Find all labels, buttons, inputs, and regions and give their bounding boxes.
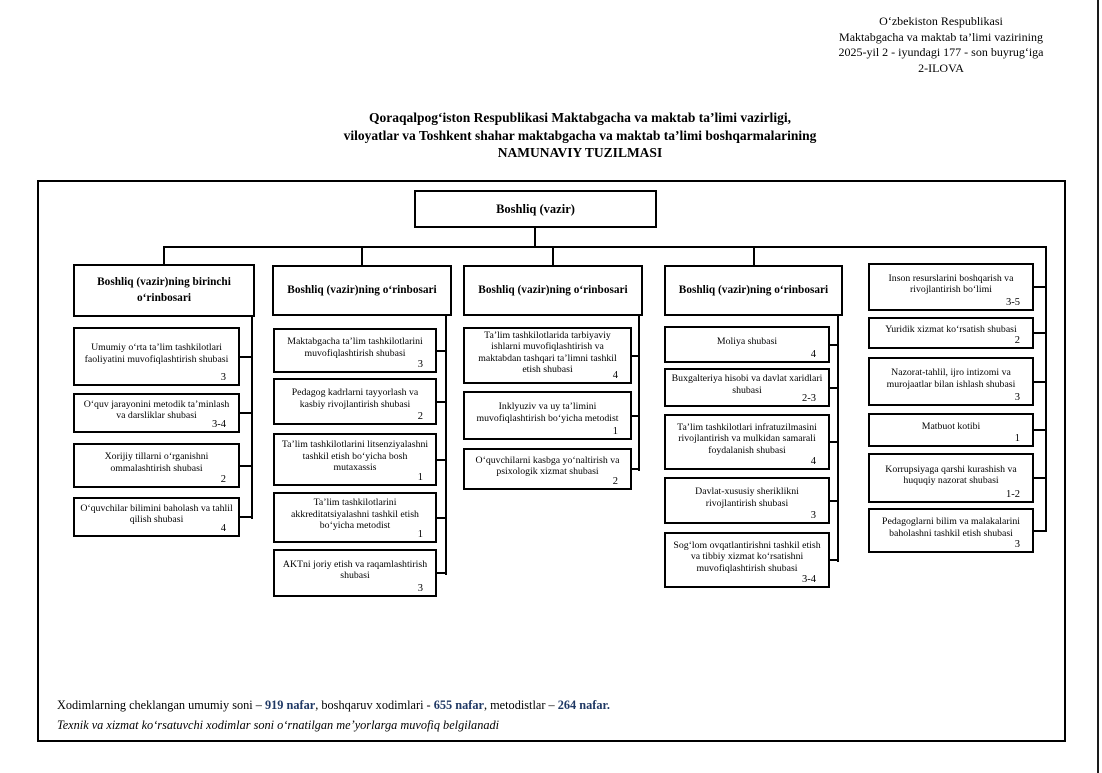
org-box <box>664 368 830 407</box>
org-box-label: Maktabgacha ta’lim tashkilotlarini muvofiqlashtirish shubasi <box>287 336 423 359</box>
org-box-label: Sog‘lom ovqatlantirishni tashkil etish va tibbiy xizmat ko‘rsatishni muvofiqlashtirish shubasi <box>673 539 821 574</box>
org-box-staff-count: 2 <box>417 411 423 423</box>
org-box-label: Matbuot kotibi <box>921 421 981 433</box>
connector-line <box>445 316 447 575</box>
connector-line <box>830 500 839 502</box>
org-box <box>273 549 437 597</box>
staff-count-value: 655 nafar <box>433 698 484 712</box>
org-box <box>664 414 830 470</box>
column-header-box <box>463 265 643 316</box>
connector-line <box>753 246 755 266</box>
staff-note-text: , boshqaruv xodimlari - <box>315 698 434 712</box>
staff-note-text: , metodistlar – <box>483 698 558 712</box>
footer-staff-note <box>57 698 610 713</box>
org-box <box>664 532 830 588</box>
org-box <box>463 448 632 490</box>
connector-line <box>163 246 1047 248</box>
org-box-label: O‘quv jarayonini metodik ta’minlash va darsliklar shubasi <box>83 398 230 421</box>
org-box-label: Inson resurslarini boshqarish va rivojlantirish bo‘limi <box>888 272 1014 295</box>
org-box-staff-count: 2-3 <box>802 393 816 405</box>
org-box <box>273 492 437 543</box>
org-box-staff-count: 3 <box>220 372 226 384</box>
org-box-label: Yuridik xizmat ko‘rsatish shubasi <box>885 324 1017 336</box>
column-header-box <box>73 264 255 317</box>
org-box-label: Buxgalteriya hisobi va davlat xaridlari shubasi <box>671 373 823 396</box>
connector-line <box>1034 332 1047 334</box>
corner-header-line: 2-ILOVA <box>918 60 964 75</box>
org-box-label: Davlat-xususiy sheriklikni rivojlantirish shubasi <box>695 486 799 509</box>
org-box-staff-count: 4 <box>220 523 226 535</box>
connector-line <box>437 459 447 461</box>
connector-line <box>240 356 253 358</box>
org-box <box>463 391 632 440</box>
connector-line <box>830 559 839 561</box>
org-box-label: Inklyuziv va uy ta’limini muvofiqlashtirish bo‘yicha metodist <box>476 401 619 424</box>
column-header-label: Boshliq (vazir)ning o‘rinbosari <box>678 283 829 296</box>
org-box-label: Moliya shubasi <box>716 335 778 347</box>
connector-line <box>830 387 839 389</box>
staff-note-text: Xodimlarning cheklangan umumiy soni – <box>57 698 265 712</box>
org-box-staff-count: 3-4 <box>802 574 816 586</box>
org-box-label: Ta’lim tashkilotlarini akkreditatsiyalashni tashkil etish bo‘yicha metodist <box>291 497 419 532</box>
connector-line <box>1034 286 1047 288</box>
staff-count-value: 264 nafar. <box>557 698 610 712</box>
connector-line <box>240 465 253 467</box>
connector-line <box>552 246 554 266</box>
corner-header-line: Maktabgacha va maktab ta’limi vazirining <box>839 29 1043 44</box>
connector-line <box>437 572 447 574</box>
column-header-box <box>664 265 843 316</box>
org-box <box>73 497 240 537</box>
org-box-staff-count: 3 <box>1014 539 1020 551</box>
org-box-staff-count: 3 <box>1014 392 1020 404</box>
connector-line <box>534 228 536 247</box>
connector-line <box>437 517 447 519</box>
org-box <box>868 317 1034 349</box>
org-box-staff-count: 3 <box>810 510 816 522</box>
root-box-label: Boshliq (vazir) <box>496 201 575 216</box>
org-box-label: O‘quvchilar bilimini baholash va tahlil qilish shubasi <box>80 502 233 525</box>
column-header-label: Boshliq (vazir)ning birinchi o‘rinbosari <box>97 276 231 304</box>
org-box-label: Korrupsiyaga qarshi kurashish va huquqiy nazorat shubasi <box>885 463 1017 486</box>
connector-line <box>632 468 640 470</box>
root-box <box>414 190 657 228</box>
org-box-staff-count: 2 <box>1014 335 1020 347</box>
org-box <box>73 327 240 386</box>
connector-line <box>240 516 253 518</box>
org-box-staff-count: 3-4 <box>212 419 226 431</box>
org-box-label: Pedagoglarni bilim va malakalarini baholashni tashkil etish shubasi <box>882 516 1020 539</box>
corner-header-line: O‘zbekiston Respublikasi <box>879 14 1003 28</box>
org-box-staff-count: 1 <box>1014 433 1020 445</box>
org-box-label: Ta’lim tashkilotlarini litsenziyalashni tashkil etish bo‘yicha bosh mutaxassis <box>281 439 429 474</box>
org-box-staff-count: 1-2 <box>1006 489 1020 501</box>
org-box <box>868 413 1034 447</box>
org-box-label: Umumiy o‘rta ta’lim tashkilotlari faoliyatini muvofiqlashtirish shubasi <box>84 342 229 365</box>
org-box-label: Ta’lim tashkilotlarida tarbiyaviy ishlarni muvofiqlashtirish va maktabdan tashqari ta’limni tashkil etish shubasi <box>478 329 617 375</box>
connector-line <box>1034 381 1047 383</box>
org-box-staff-count: 2 <box>220 474 226 486</box>
connector-line <box>632 355 640 357</box>
org-box-staff-count: 1 <box>417 472 423 484</box>
document-title <box>60 109 1100 162</box>
org-box <box>868 508 1034 553</box>
org-box-staff-count: 3-5 <box>1006 297 1020 309</box>
connector-line <box>437 350 447 352</box>
org-box <box>73 393 240 433</box>
connector-line <box>361 246 363 266</box>
connector-line <box>1034 530 1047 532</box>
org-box-staff-count: 4 <box>612 370 618 382</box>
org-box-label: Pedagog kadrlarni tayyorlash va kasbiy rivojlantirish shubasi <box>291 387 419 410</box>
corner-header-line: 2025-yil 2 - iyundagi 177 - son buyrug‘iga <box>838 45 1044 59</box>
connector-line <box>437 401 447 403</box>
staff-count-value: 919 nafar <box>265 698 316 712</box>
connector-line <box>830 441 839 443</box>
org-box-label: Xorijiy tillarni o‘rganishni ommalashtirish shubasi <box>104 451 209 474</box>
org-box-staff-count: 4 <box>810 349 816 361</box>
org-box-staff-count: 3 <box>417 359 423 371</box>
org-box-staff-count: 1 <box>417 529 423 541</box>
connector-line <box>1034 477 1047 479</box>
connector-line <box>1045 246 1047 532</box>
connector-line <box>830 344 839 346</box>
org-box <box>273 378 437 425</box>
org-box <box>73 443 240 488</box>
column-header-label: Boshliq (vazir)ning o‘rinbosari <box>287 283 437 296</box>
footer-italic-note: Texnik va xizmat ko‘rsatuvchi xodimlar soni o‘rnatilgan me’yorlarga muvofiq belgilanadi <box>57 718 500 732</box>
org-box <box>868 263 1034 311</box>
connector-line <box>632 415 640 417</box>
org-box <box>273 433 437 486</box>
page-right-border <box>1097 0 1099 773</box>
org-box-staff-count: 2 <box>612 476 618 488</box>
title-line: Qoraqalpog‘iston Respublikasi Maktabgacha va maktab ta’limi vazirligi, <box>369 110 791 125</box>
org-box <box>868 357 1034 406</box>
title-line: NAMUNAVIY TUZILMASI <box>497 145 663 160</box>
org-box-label: Ta’lim tashkilotlari infratuzilmasini rivojlantirish va mulkidan samarali foydalanish shubasi <box>677 421 817 456</box>
connector-line <box>240 412 253 414</box>
org-box-staff-count: 1 <box>612 426 618 438</box>
org-box-label: O‘quvchilarni kasbga yo‘naltirish va psixologik xizmat shubasi <box>475 454 620 477</box>
org-box-label: Nazorat-tahlil, ijro intizomi va murojaatlar bilan ishlash shubasi <box>886 367 1016 390</box>
corner-header <box>782 14 1100 76</box>
column-header-box <box>272 265 452 316</box>
org-box <box>273 328 437 373</box>
column-header-label: Boshliq (vazir)ning o‘rinbosari <box>478 283 628 296</box>
connector-line <box>638 316 640 471</box>
org-box <box>664 477 830 524</box>
title-line: viloyatlar va Toshkent shahar maktabgacha va maktab ta’limi boshqarmalarining <box>343 127 817 143</box>
connector-line <box>163 246 165 266</box>
org-box <box>463 327 632 384</box>
connector-line <box>251 317 253 519</box>
org-box-label: AKTni joriy etish va raqamlashtirish shubasi <box>282 558 428 581</box>
org-box <box>868 453 1034 503</box>
org-box-staff-count: 4 <box>810 456 816 468</box>
connector-line <box>837 316 839 562</box>
org-box-staff-count: 3 <box>417 583 423 595</box>
connector-line <box>1034 429 1047 431</box>
org-box <box>664 326 830 363</box>
